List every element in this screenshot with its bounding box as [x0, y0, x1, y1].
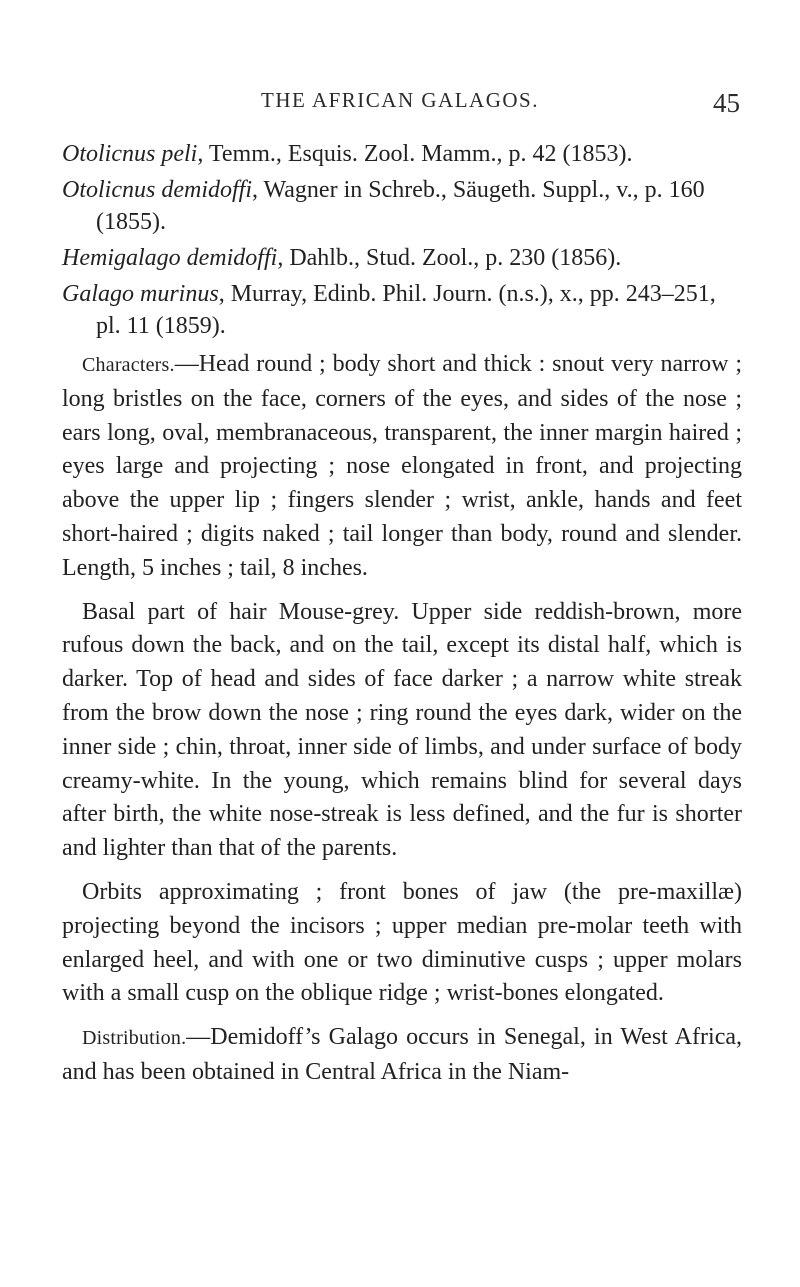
synonym-entry [62, 242, 740, 274]
coloration-paragraph: Basal part of hair Mouse-grey. Upper side reddish-brown, more rufous down the back, and on the tail, except its distal half, which is darker. Top of head and sides of face darker ; a narrow white streak from the brow down the nose ; ring round the eyes dark, wider on the inner side ; chin, throat, inner side of limbs, and under surface of body creamy-white. In the young, which remains blind for several days after birth, the white nose-streak is less defined, and the fur is shorter and lighter than that of the parents. [62, 598, 742, 862]
body-text [62, 348, 742, 1100]
characters-text: —Head round ; body short and thick : snout very narrow ; long bristles on the face, corners of the eyes, and sides of the nose ; ears long, oval, membranaceous, transparent, the inner margin haired ; eyes large and projecting ; nose elongated in front, and projecting above the upper lip ; fingers slender ; wrist, ankle, hands and feet short-haired ; digits naked ; tail longer than body, round and slender. Length, 5 inches ; tail, 8 inches. [62, 351, 742, 581]
synonym-citation: , Temm., Esquis. Zool. Mamm., p. 42 (1853). [197, 141, 633, 167]
synonym-name: Hemigalago demidoffi [62, 245, 278, 271]
synonym-citation: , Murray, Edinb. Phil. Journ. (n.s.), x., pp. 243–251, pl. 11 (1859). [96, 281, 716, 339]
running-title: THE AFRICAN GALAGOS. [261, 88, 539, 112]
synonymy-list [62, 138, 740, 346]
characters-heading: Characters. [82, 354, 175, 376]
distribution-heading: Distribution. [82, 1027, 187, 1050]
characters-paragraph [62, 348, 742, 586]
distribution-text: —Demidoff’s Galago occurs in Senegal, in West Africa, and has been obtained in Central Africa in the Niam- [62, 1024, 742, 1085]
synonym-citation: , Wagner in Schreb., Säugeth. Suppl., v., p. 160 (1855). [96, 177, 705, 235]
synonym-entry [62, 174, 740, 238]
synonym-citation: , Dahlb., Stud. Zool., p. 230 (1856). [277, 245, 622, 271]
synonym-name: Otolicnus peli [62, 141, 198, 167]
running-head [60, 88, 740, 122]
synonym-entry [62, 278, 740, 342]
distribution-paragraph [62, 1021, 742, 1090]
synonym-name: Galago murinus [62, 281, 219, 307]
synonym-entry [62, 138, 740, 170]
synonym-name: Otolicnus demidoffi [62, 177, 252, 203]
page-number: 45 [713, 88, 740, 118]
skull-paragraph: Orbits approximating ; front bones of jaw (the pre-maxillæ) projecting beyond the incisors ; upper median pre-molar teeth with enlarged heel, and with one or two diminutive cusps ; upper molars with a small cusp on the oblique ridge ; wrist-bones elongated. [62, 878, 742, 1007]
